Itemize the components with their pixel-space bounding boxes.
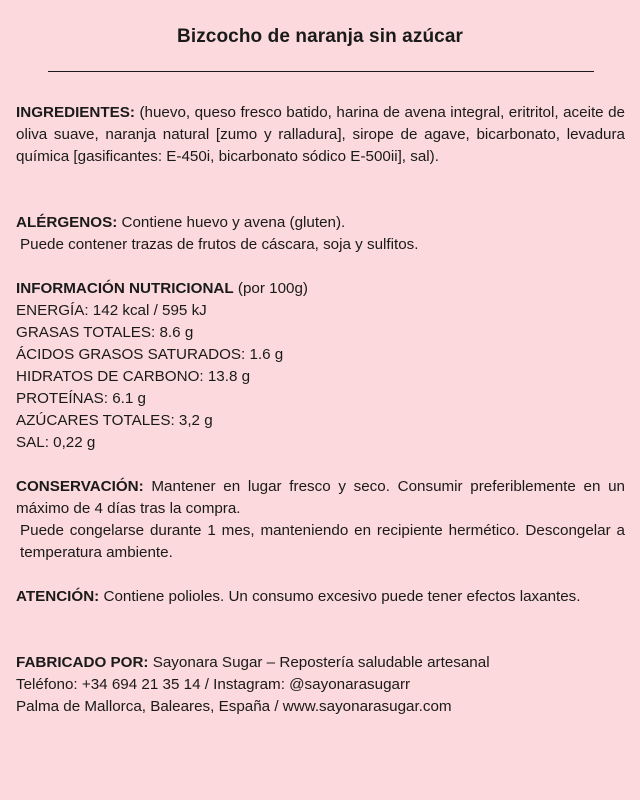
warning-section [16,586,625,608]
ingredients-label: INGREDIENTES: [16,104,135,121]
manufacturer-label: FABRICADO POR: [16,654,149,671]
nutrition-row: GRASAS TOTALES: 8.6 g [16,324,194,341]
storage-text: Mantener en lugar fresco y seco. Consumir preferiblemente en un máximo de 4 días tras la compra. [16,478,625,517]
manufacturer-address: Palma de Mallorca, Baleares, España / www.sayonarasugar.com [16,698,452,715]
warning-text: Contiene polioles. Un consumo excesivo puede tener efectos laxantes. [103,588,581,605]
product-title: Bizcocho de naranja sin azúcar [177,26,463,47]
nutrition-label: INFORMACIÓN NUTRICIONAL [16,280,234,297]
manufacturer-name: Sayonara Sugar – Repostería saludable artesanal [152,654,490,671]
nutrition-row: AZÚCARES TOTALES: 3,2 g [16,412,213,429]
storage-label: CONSERVACIÓN: [16,478,144,495]
allergens-section [16,212,625,256]
nutrition-section [16,278,625,454]
warning-label: ATENCIÓN: [16,588,100,605]
nutrition-row: HIDRATOS DE CARBONO: 13.8 g [16,368,251,385]
ingredients-section [16,102,625,168]
manufacturer-contact: Teléfono: +34 694 21 35 14 / Instagram: @sayonarasugarr [16,676,411,693]
allergens-traces: Puede contener trazas de frutos de cáscara, soja y sulfitos. [20,236,419,253]
nutrition-row: ÁCIDOS GRASOS SATURADOS: 1.6 g [16,346,284,363]
storage-section [16,476,625,564]
nutrition-row: SAL: 0,22 g [16,434,96,451]
allergens-text: Contiene huevo y avena (gluten). [121,214,346,231]
storage-freezing: Puede congelarse durante 1 mes, manteniendo en recipiente hermético. Descongelar a temperatura ambiente. [20,522,625,561]
ingredients-text: (huevo, queso fresco batido, harina de avena integral, eritritol, aceite de oliva suave, naranja natural [zumo y ralladura], sirope de agave, bicarbonato, levadura química [gasificantes: E-450i, bicarbonato sódico E-500ii], sal). [16,104,625,165]
title-divider [48,71,594,72]
nutrition-row: PROTEÍNAS: 6.1 g [16,390,146,407]
nutrition-row: ENERGÍA: 142 kcal / 595 kJ [16,302,207,319]
manufacturer-section [16,652,625,718]
allergens-label: ALÉRGENOS: [16,214,118,231]
nutrition-basis: (por 100g) [237,280,308,297]
